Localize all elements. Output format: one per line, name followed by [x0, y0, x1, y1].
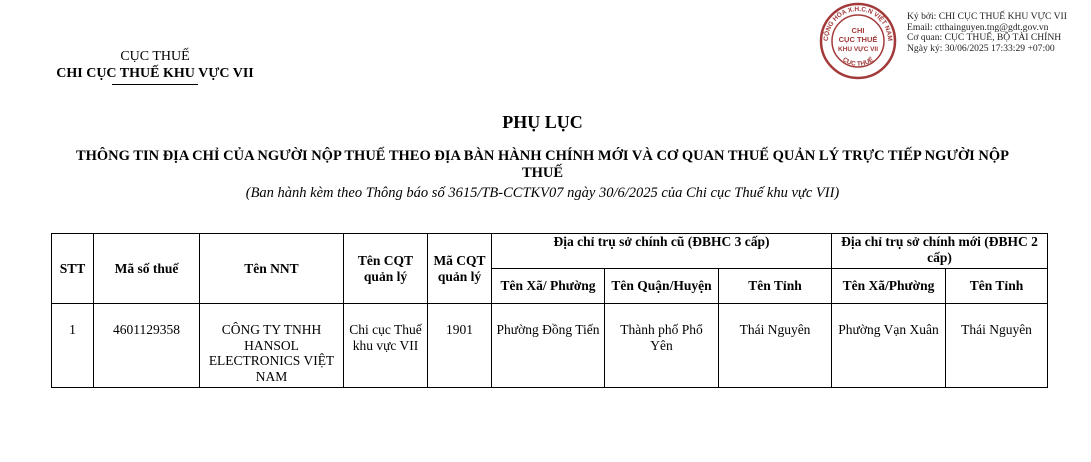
header-tax-office-name: Tên CQT quản lý	[344, 234, 428, 304]
header-old-district: Tên Quận/Huyện	[605, 269, 719, 304]
cell-tax-office-code: 1901	[428, 304, 492, 388]
digital-signature-info	[907, 12, 1089, 54]
signature-email: Email: ctthainguyen.tng@gdt.gov.vn	[907, 21, 1049, 33]
svg-text:CHI: CHI	[851, 26, 865, 35]
svg-text:CỘNG HÒA X.H.C.N VIỆT NAM: CỘNG HÒA X.H.C.N VIỆT NAM	[822, 5, 894, 42]
signature-signed-by: Ký bởi: CHI CỤC THUẾ KHU VỰC VII	[907, 11, 1067, 22]
issuing-agency-block	[30, 48, 280, 85]
table-row	[52, 304, 1048, 388]
cell-new-ward: Phường Vạn Xuân	[832, 304, 946, 388]
cell-old-ward: Phường Đồng Tiến	[492, 304, 605, 388]
agency-name: CHI CỤC THUẾ KHU VỰC VII	[56, 66, 254, 81]
cell-new-province: Thái Nguyên	[946, 304, 1048, 388]
header-taxpayer-name: Tên NNT	[200, 234, 344, 304]
header-old-province: Tên Tỉnh	[719, 269, 832, 304]
document-note: (Ban hành kèm theo Thông báo số 3615/TB-CCTKV07 ngày 30/6/2025 của Chi cục Thuế khu vực VII)	[245, 185, 840, 201]
document-title: PHỤ LỤC	[502, 112, 583, 132]
svg-text:KHU VỰC VII: KHU VỰC VII	[837, 46, 879, 53]
header-tax-office-code: Mã CQT quản lý	[428, 234, 492, 304]
signature-date: Ngày ký: 30/06/2025 17:33:29 +07:00	[907, 42, 1055, 54]
header-stt: STT	[52, 234, 94, 304]
cell-tax-code: 4601129358	[94, 304, 200, 388]
seal-icon	[819, 2, 897, 80]
cell-tax-office-name: Chi cục Thuế khu vực VII	[344, 304, 428, 388]
svg-text:CỤC THUẾ: CỤC THUẾ	[838, 35, 878, 44]
agency-parent: CỤC THUẾ	[120, 49, 190, 64]
cell-taxpayer-name: CÔNG TY TNHH HANSOL ELECTRONICS VIỆT NAM	[200, 304, 344, 388]
svg-text:CỤC THUẾ: CỤC THUẾ	[841, 56, 875, 68]
cell-old-district: Thành phố Phổ Yên	[605, 304, 719, 388]
document-subtitle: THÔNG TIN ĐỊA CHỈ CỦA NGƯỜI NỘP THUẾ THEO ĐỊA BÀN HÀNH CHÍNH MỚI VÀ CƠ QUAN THUẾ QUẢN LÝ TRỰC TIẾP NGƯỜI NỘP THUẾ	[75, 148, 1010, 181]
header-tax-code: Mã số thuế	[94, 234, 200, 304]
taxpayer-address-table	[51, 233, 1048, 388]
header-new-address-group: Địa chỉ trụ sở chính mới (ĐBHC 2 cấp)	[832, 234, 1048, 269]
cell-stt: 1	[52, 304, 94, 388]
agency-underline	[112, 84, 198, 85]
cell-old-province: Thái Nguyên	[719, 304, 832, 388]
header-new-province: Tên Tỉnh	[946, 269, 1048, 304]
header-old-address-group: Địa chỉ trụ sở chính cũ (ĐBHC 3 cấp)	[492, 234, 832, 269]
header-old-ward: Tên Xã/ Phường	[492, 269, 605, 304]
header-new-ward: Tên Xã/Phường	[832, 269, 946, 304]
signature-agency: Cơ quan: CỤC THUẾ, BỘ TÀI CHÍNH	[907, 32, 1062, 43]
official-seal	[819, 2, 897, 80]
